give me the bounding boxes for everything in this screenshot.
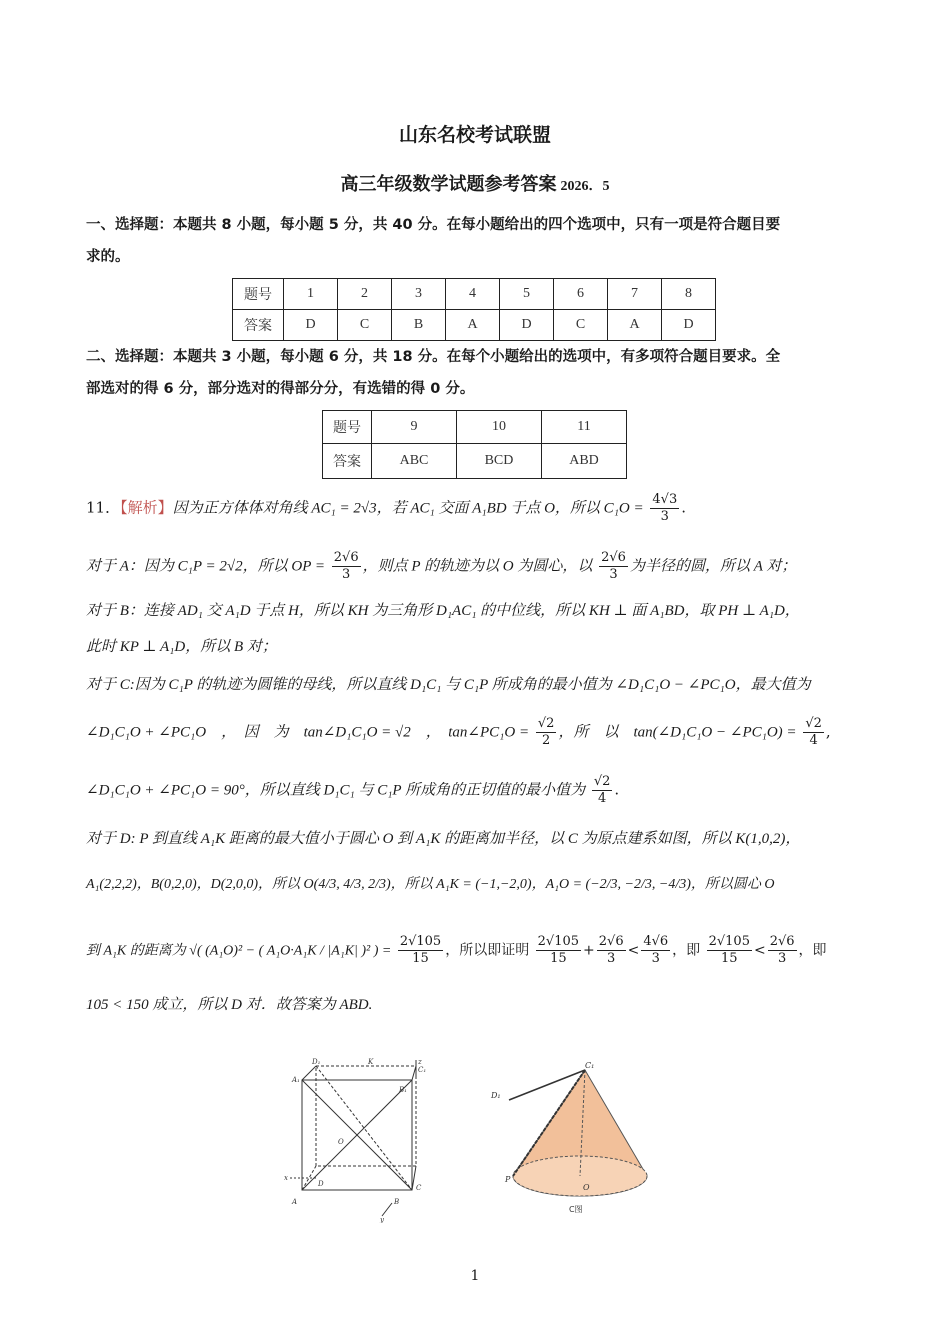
fraction: [536, 716, 557, 749]
cone-label: D₁: [491, 1091, 501, 1100]
table-cell: D: [500, 310, 554, 341]
table-cell: D: [284, 310, 338, 341]
section2-instructions-line1: 二、选择题：本题共 3 小题，每小题 6 分，共 18 分。在每个小题给出的选项中，有多项符合题目要求。全: [86, 349, 781, 365]
section1-instructions-line2: 求的。: [86, 249, 130, 265]
table-cell: 9: [372, 411, 457, 444]
cube-label: D: [318, 1180, 324, 1188]
fraction: [536, 934, 581, 967]
fraction: [650, 492, 679, 525]
table-cell: C: [338, 310, 392, 341]
table-cell: 11: [542, 411, 627, 444]
option-c-text-3: ∠D₁C₁O + ∠PC₁O = 90°，所以直线 D₁C₁ 与 C₁P 所成角的正切值的最小值为: [86, 782, 586, 799]
table-cell: 10: [457, 411, 542, 444]
section2-instructions-line2: 部选对的得 6 分，部分选对的得部分分，有选错的得 0 分。: [86, 381, 475, 397]
table-cell: 8: [662, 279, 716, 310]
fraction: [803, 716, 824, 749]
option-c-analysis-line2: ∠D₁C₁O + ∠PC₁O ， 因 为 tan∠D₁C₁O = √2 ， tan∠PC₁O = $\frac{√2}{2}$ ，所 以 tan(∠D₁C₁O − ∠PC₁O) = $\frac{√2}{4}$ ,: [86, 716, 831, 748]
cone-figure: [485, 1058, 660, 1218]
fraction-denominator: 3: [607, 951, 616, 966]
fraction-numerator: √2: [537, 716, 555, 731]
table-cell: D: [662, 310, 716, 341]
question-number: 11．: [86, 498, 121, 517]
option-d-analysis-line1: 对于 D: P 到直线 A₁K 距离的最大值小于圆心 O 到 A₁K 的距离加半径，以 C 为原点建系如图，所以 K(1,0,2)，: [86, 831, 801, 847]
table-row: [233, 310, 716, 341]
option-a-text-2: ，则点 P 的轨迹为以 O 为圆心，以: [362, 558, 593, 575]
table-cell: 4: [446, 279, 500, 310]
cube-label: K: [368, 1058, 374, 1066]
fraction-denominator: 15: [721, 951, 738, 966]
section2-answer-table: [322, 410, 627, 479]
exam-date: 2026．5: [560, 179, 610, 194]
table-cell: 6: [554, 279, 608, 310]
cube-label: C: [416, 1184, 422, 1192]
fraction: [597, 934, 626, 967]
table-cell: A: [446, 310, 500, 341]
cube-edge: [302, 1066, 316, 1080]
cube-edge: [412, 1066, 416, 1080]
cone-label: O: [583, 1183, 590, 1192]
exam-org-title: 山东名校考试联盟: [398, 124, 551, 146]
answer-key-title-text: 高三年级数学试题参考答案: [340, 174, 557, 195]
fraction-denominator: 3: [609, 567, 618, 582]
analysis-tag: 【解析】: [120, 498, 173, 517]
table-cell: 7: [608, 279, 662, 310]
fraction-numerator: 2√105: [399, 934, 442, 949]
option-d-text-3a: 到 A₁K 的距离为 √( (A₁O)² − ( A₁O·A₁K / |A₁K| )² ) =: [86, 943, 392, 959]
option-d-analysis-line3: [86, 934, 876, 967]
cube-label: B: [394, 1198, 400, 1206]
fraction-numerator: 4√6: [643, 934, 669, 949]
cube-label: D₁: [312, 1058, 321, 1066]
cube-figure: [282, 1058, 442, 1223]
table-cell: 1: [284, 279, 338, 310]
cone-label: C₁: [585, 1061, 595, 1070]
table-cell: ABC: [372, 444, 457, 479]
option-b-analysis-line2: 此时 KP ⊥ A₁D，所以 B 对；: [86, 639, 277, 655]
fraction-numerator: 2√6: [769, 934, 795, 949]
fraction-denominator: 3: [777, 951, 787, 966]
table-row-label: 题号: [233, 279, 284, 310]
cone-caption: C图: [569, 1205, 583, 1214]
table-cell: BCD: [457, 444, 542, 479]
option-d-text-3c: ，即: [672, 942, 701, 959]
fraction-denominator: 3: [651, 951, 660, 966]
fraction-denominator: 2: [542, 733, 551, 748]
option-a-text-1: 对于 A：因为 C₁P = 2√2，所以 OP =: [86, 558, 325, 575]
table-row: [323, 444, 627, 479]
table-cell: 2: [338, 279, 392, 310]
fraction-denominator: 15: [550, 951, 567, 966]
less-than-sign: <: [627, 942, 640, 959]
table-row: [233, 279, 716, 310]
section1-answer-table: [232, 278, 716, 341]
option-a-analysis: [86, 550, 876, 583]
table-row-label: 答案: [233, 310, 284, 341]
fraction: [592, 774, 613, 807]
axis-label: x: [284, 1174, 288, 1182]
table-cell: A: [608, 310, 662, 341]
page-number: 1: [470, 1268, 480, 1284]
fraction-denominator: 3: [660, 509, 669, 524]
fraction-numerator: 2√6: [333, 550, 359, 565]
option-c-analysis-line1: 对于 C:因为 C₁P 的轨迹为圆锥的母线，所以直线 D₁C₁ 与 C₁P 所成角的最小值为 ∠D₁C₁O − ∠PC₁O，最大值为: [86, 677, 811, 693]
fraction-numerator: √2: [593, 774, 611, 789]
solution-intro-text: 因为正方体体对角线 AC₁ = 2√3，若 AC₁ 交面 A₁BD 于点 O，所以 C₁O =: [172, 500, 644, 517]
axis-label: z: [418, 1058, 422, 1066]
option-d-text-3d: ，即: [798, 942, 827, 959]
axis-label: y: [380, 1216, 384, 1223]
fraction: [641, 934, 670, 967]
option-c-text-2a: ∠D₁C₁O + ∠PC₁O ， 因 为 tan∠D₁C₁O = √2 ， tan∠PC₁O =: [86, 724, 530, 741]
y-axis: [382, 1203, 392, 1216]
table-row: [323, 411, 627, 444]
fraction-numerator: 2√6: [601, 550, 626, 565]
answer-key-title: [0, 170, 950, 196]
fraction-denominator: 3: [342, 567, 351, 582]
cube-label: O: [338, 1138, 344, 1146]
fraction-denominator: 4: [809, 733, 818, 748]
table-cell: C: [554, 310, 608, 341]
fraction-numerator: 2√105: [537, 934, 580, 949]
section1-instructions-line1: 一、选择题：本题共 8 小题，每小题 5 分，共 40 分。在每小题给出的四个选项中，只有一项是符合题目要: [86, 217, 781, 233]
option-c-analysis-line3: ∠D₁C₁O + ∠PC₁O = 90°，所以直线 D₁C₁ 与 C₁P 所成角的正切值的最小值为 $\frac{√2}{4}$ .: [86, 774, 620, 806]
fraction-numerator: √2: [805, 716, 822, 731]
fraction: [398, 934, 443, 967]
table-row-label: 题号: [323, 411, 372, 444]
option-c-text-2b: ，所 以 tan(∠D₁C₁O − ∠PC₁O) =: [558, 724, 797, 741]
table-cell: 5: [500, 279, 554, 310]
option-d-analysis-line2: A₁(2,2,2)，B(0,2,0)，D(2,0,0)，所以 O(4/3, 4/3, 2/3)，所以 A₁K = (−1,−2,0)，A₁O = (−2/3, −2/3, −4/3)，所以圆心 O: [86, 877, 775, 892]
table-cell: ABD: [542, 444, 627, 479]
fraction-numerator: 2√6: [598, 934, 624, 949]
fraction-denominator: 15: [412, 951, 429, 966]
cube-back-face: [316, 1066, 416, 1166]
fraction-numerator: 2√105: [708, 934, 750, 949]
cone-label: P: [505, 1175, 511, 1184]
fraction-denominator: 4: [598, 791, 607, 806]
fraction: [768, 934, 797, 967]
cube-label: C₁: [418, 1066, 427, 1074]
fraction-numerator: 4√3: [652, 492, 678, 507]
cube-label: A₁: [292, 1076, 300, 1084]
fraction: [599, 550, 628, 583]
less-than-sign: <: [753, 942, 766, 959]
table-cell: B: [392, 310, 446, 341]
table-row-label: 答案: [323, 444, 372, 479]
table-cell: 3: [392, 279, 446, 310]
option-d-text-3b: ，所以即证明: [445, 942, 530, 959]
fraction: [332, 550, 361, 583]
cube-label: A: [292, 1198, 298, 1206]
option-b-analysis-line1: 对于 B：连接 AD₁ 交 A₁D 于点 H，所以 KH 为三角形 D₁AC₁ 的中位线，所以 KH ⊥ 面 A₁BD，取 PH ⊥ A₁D，: [86, 603, 800, 619]
option-a-text-3: 为半径的圆，所以 A 对；: [629, 558, 797, 575]
plus-sign: +: [583, 942, 595, 959]
cube-label: B₁: [399, 1086, 407, 1094]
solution-intro: 11．【解析】因为正方体体对角线 AC₁ = 2√3，若 AC₁ 交面 A₁BD 于点 O，所以 C₁O = $\frac{4√3}{3}$ .: [86, 492, 687, 524]
fraction: [707, 934, 752, 967]
option-d-analysis-line4: 105 < 150 成立，所以 D 对．故答案为 ABD.: [86, 997, 373, 1013]
